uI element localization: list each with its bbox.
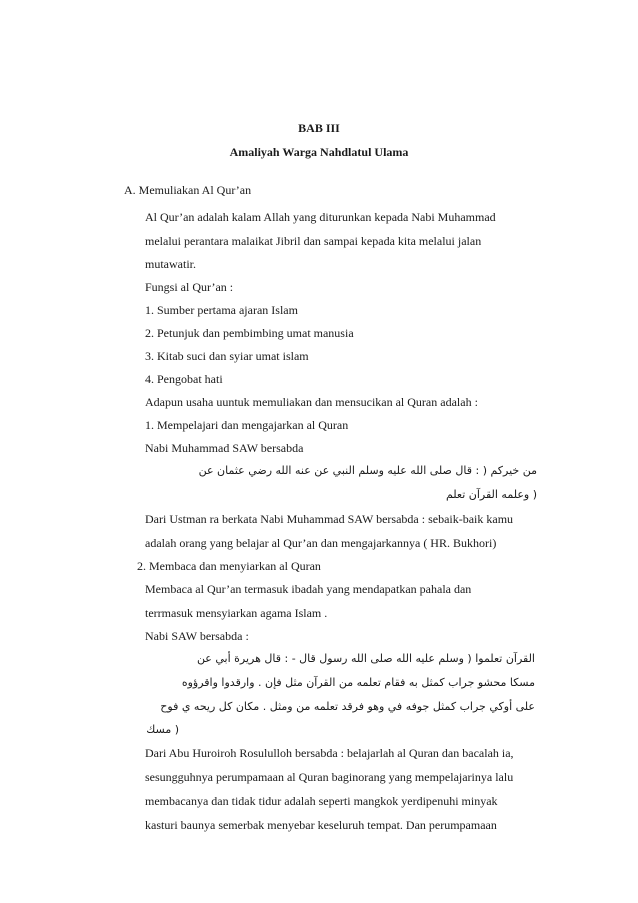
chapter-heading: BAB III bbox=[298, 121, 340, 135]
paragraph-line: Dari Ustman ra berkata Nabi Muhammad SAW bersabda : sebaik-baik kamu bbox=[145, 512, 514, 526]
list-heading: Fungsi al Qur’an : bbox=[145, 280, 234, 294]
paragraph-line: Al Qur’an adalah kalam Allah yang diturunkan kepada Nabi Muhammad bbox=[145, 210, 496, 224]
list-item: 4. Pengobat hati bbox=[145, 372, 223, 386]
list-item: 1. Sumber pertama ajaran Islam bbox=[145, 303, 298, 317]
paragraph-line: kasturi baunya semerbak menyebar keseluruh tempat. Dan perumpamaan bbox=[145, 818, 497, 832]
paragraph-line: mutawatir. bbox=[145, 257, 196, 271]
paragraph-line: Dari Abu Huroiroh Rosululloh bersabda : belajarlah al Quran dan bacalah ia, bbox=[145, 746, 514, 760]
arabic-hadith-line: ( مسك bbox=[146, 723, 179, 736]
paragraph-line: membacanya dan tidak tidur adalah seperti mangkok yerdipenuhi minyak bbox=[145, 794, 498, 808]
paragraph-line: Nabi Muhammad SAW bersabda bbox=[145, 441, 304, 455]
paragraph-line: Membaca al Qur’an termasuk ibadah yang mendapatkan pahala dan bbox=[145, 582, 472, 596]
chapter-title: Amaliyah Warga Nahdlatul Ulama bbox=[229, 145, 409, 159]
paragraph-line: Nabi SAW bersabda : bbox=[145, 629, 249, 643]
paragraph-line: melalui perantara malaikat Jibril dan sampai kepada kita melalui jalan bbox=[145, 234, 482, 248]
arabic-hadith-line: مسكا محشو جراب كمثل به فقام تعلمه من القرآن مثل فإن . وارقدوا واقرؤوه bbox=[181, 676, 535, 689]
paragraph-line: Adapun usaha uuntuk memuliakan dan mensucikan al Quran adalah : bbox=[145, 395, 478, 409]
arabic-hadith-line: من خيركم ( : قال صلى الله عليه وسلم النبي عن عنه الله رضي عثمان عن bbox=[198, 464, 537, 477]
list-item: 2. Petunjuk dan pembimbing umat manusia bbox=[145, 326, 354, 340]
list-item: 3. Kitab suci dan syiar umat islam bbox=[145, 349, 309, 363]
list-item: 2. Membaca dan menyiarkan al Quran bbox=[137, 559, 321, 573]
list-item: 1. Mempelajari dan mengajarkan al Quran bbox=[145, 418, 349, 432]
arabic-hadith-line: ( وعلمه القرآن تعلم bbox=[445, 488, 537, 501]
paragraph-line: adalah orang yang belajar al Qur’an dan mengajarkannya ( HR. Bukhori) bbox=[145, 536, 497, 550]
paragraph-line: sesungguhnya perumpamaan al Quran baginorang yang mempelajarinya lalu bbox=[145, 770, 514, 784]
arabic-hadith-line: على أوكي جراب كمثل جوفه في وهو فرقد تعلمه من ومثل . مكان كل ريحه ي فوح bbox=[160, 700, 535, 713]
paragraph-line: terrmasuk mensyiarkan agama Islam . bbox=[145, 606, 328, 620]
arabic-hadith-line: القرآن تعلموا ( وسلم عليه الله صلى الله رسول قال - : قال هريرة أبي عن bbox=[196, 652, 535, 665]
section-heading-a: A. Memuliakan Al Qur’an bbox=[124, 183, 252, 197]
